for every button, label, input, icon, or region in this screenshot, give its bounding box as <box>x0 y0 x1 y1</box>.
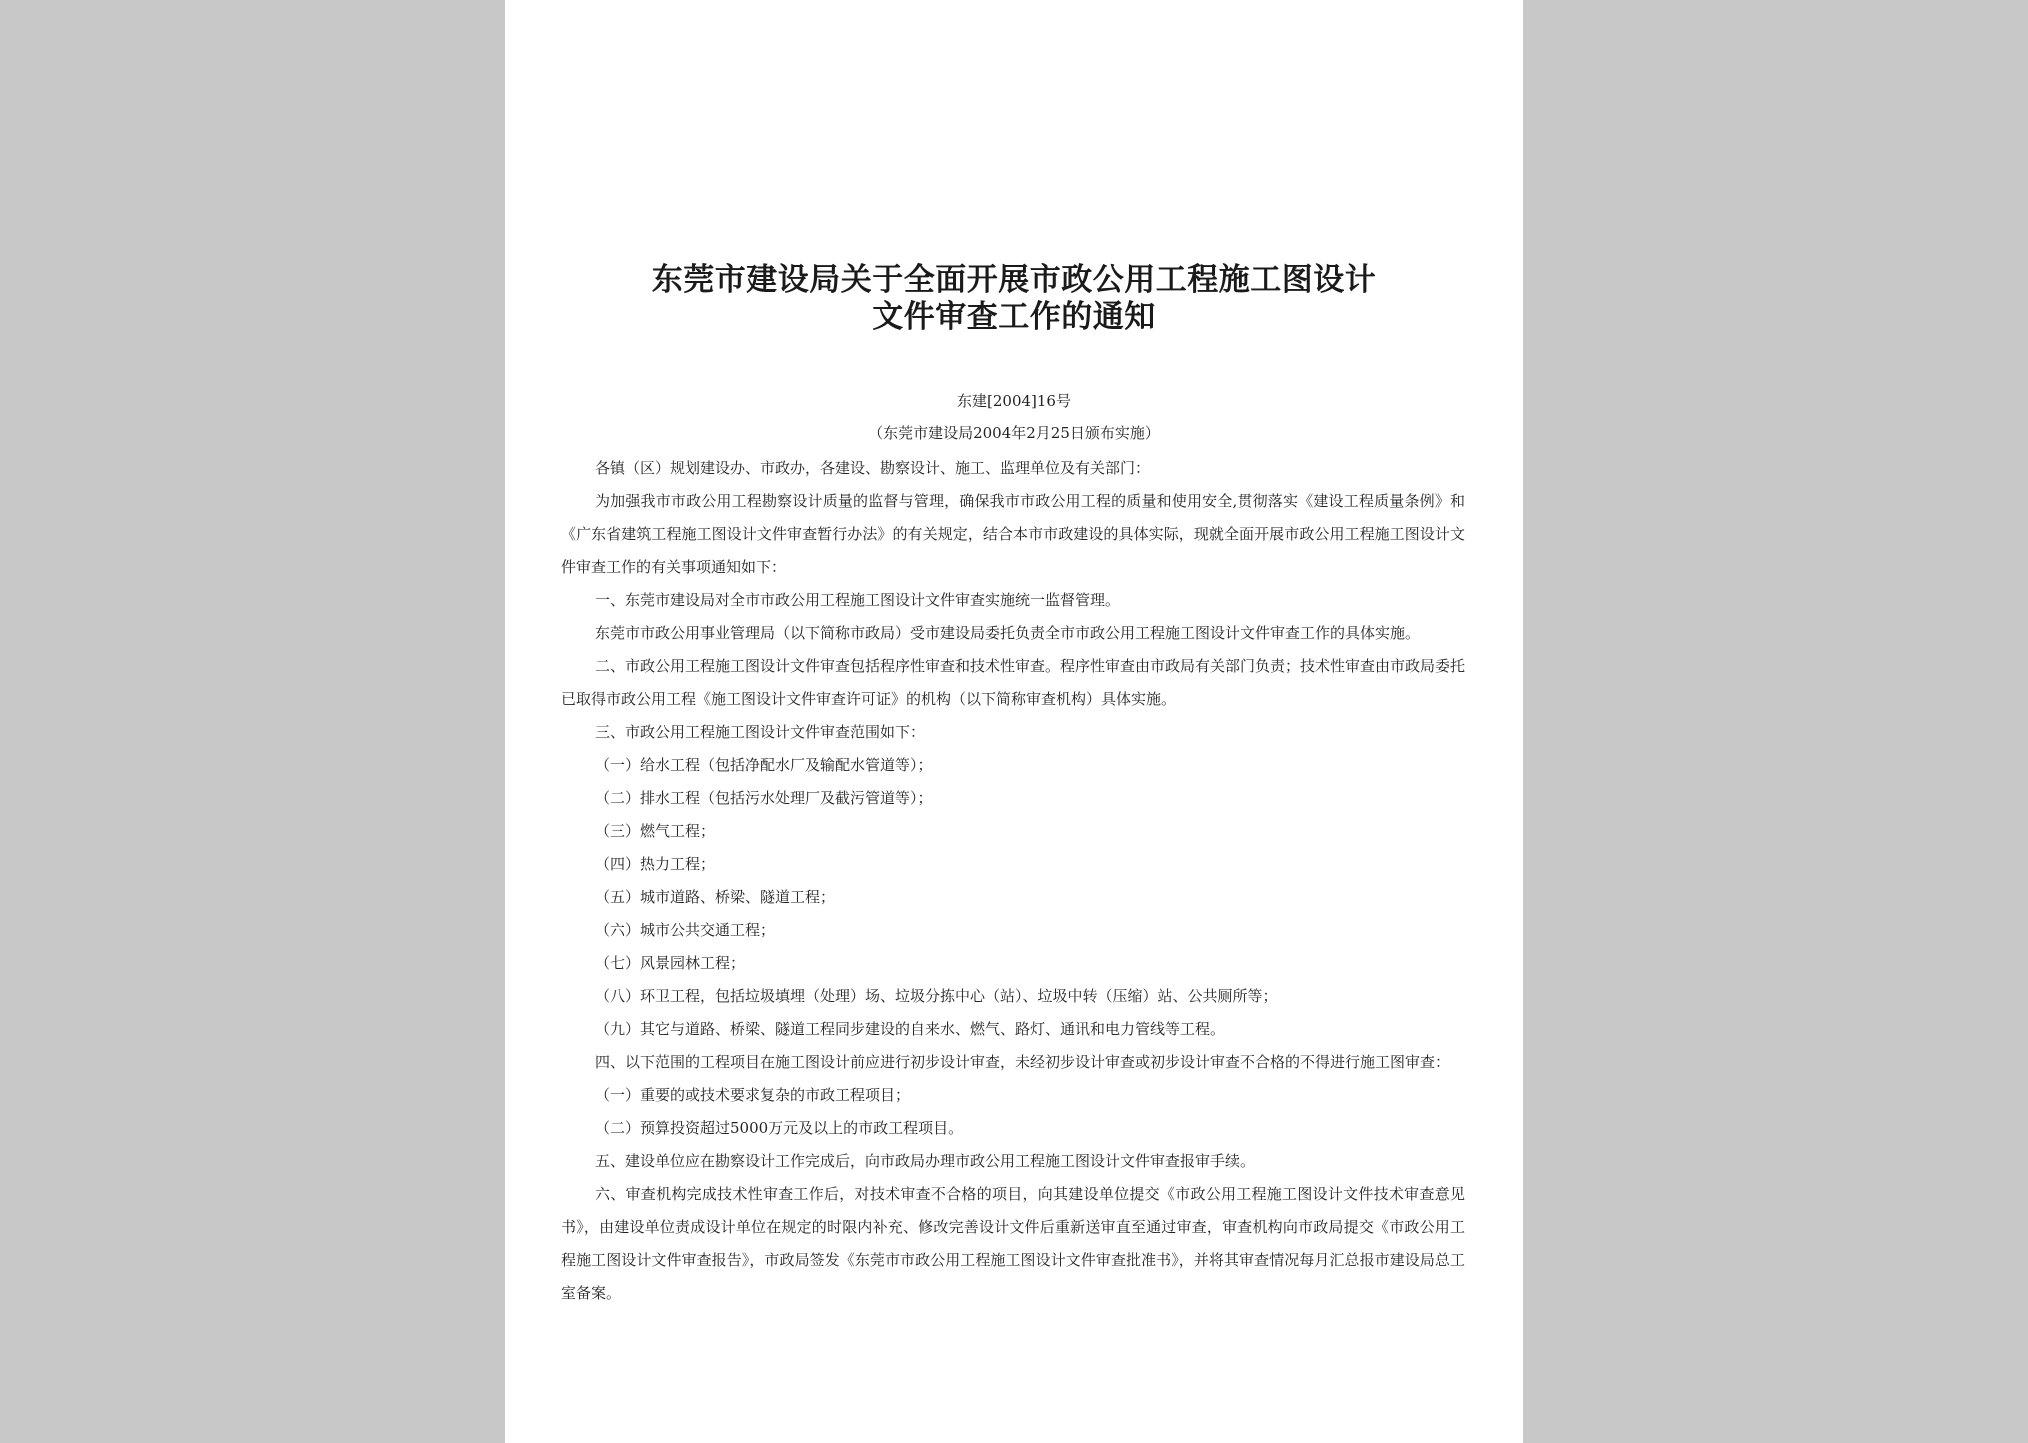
paragraph: 四、以下范围的工程项目在施工图设计前应进行初步设计审查，未经初步设计审查或初步设计审查不合格的不得进行施工图审查： <box>595 1053 1451 1071</box>
paragraph: 五、建设单位应在勘察设计工作完成后，向市政局办理市政公用工程施工图设计文件审查报审手续。 <box>595 1152 1256 1170</box>
list-item: （六）城市公共交通工程； <box>595 921 776 939</box>
list-item: （九）其它与道路、桥梁、隧道工程同步建设的自来水、燃气、路灯、通讯和电力管线等工程。 <box>595 1020 1226 1038</box>
paragraph: 二、市政公用工程施工图设计文件审查包括程序性审查和技术性审查。程序性审查由市政局有关部门负责；技术性审查由市政局委托已取得市政公用工程《施工图设计文件审查许可证》的机构（以下简称审查机构）具体实施。 <box>561 657 1466 708</box>
list-item: （三）燃气工程； <box>595 822 716 840</box>
paragraph: 为加强我市市政公用工程勘察设计质量的监督与管理，确保我市市政公用工程的质量和使用安全,贯彻落实《建设工程质量条例》和《广东省建筑工程施工图设计文件审查暂行办法》的有关规定，结合本市市政建设的具体实际，现就全面开展市政公用工程施工图设计文件审查工作的有关事项通知如下： <box>561 492 1465 576</box>
list-item: （二）预算投资超过5000万元及以上的市政工程项目。 <box>595 1119 964 1137</box>
paragraph: 一、东莞市建设局对全市市政公用工程施工图设计文件审查实施统一监督管理。 <box>595 591 1121 609</box>
list-item: （七）风景园林工程； <box>595 954 746 972</box>
paragraph: 六、审查机构完成技术性审查工作后，对技术审查不合格的项目，向其建设单位提交《市政公用工程施工图设计文件技术审查意见书》，由建设单位责成设计单位在规定的时限内补充、修改完善设计文件后重新送审直至通过审查，审查机构向市政局提交《市政公用工程施工图设计文件审查报告》，市政局签发《东莞市市政公用工程施工图设计文件审查批准书》，并将其审查情况每月汇总报市建设局总工室备案。 <box>561 1185 1465 1302</box>
list-item: （五）城市道路、桥梁、隧道工程； <box>595 888 836 906</box>
list-item: （一）给水工程（包括净配水厂及输配水管道等）； <box>595 756 933 774</box>
issue-note: （东莞市建设局2004年2月25日颁布实施） <box>868 424 1160 442</box>
list-item: （一）重要的或技术要求复杂的市政工程项目； <box>595 1086 911 1104</box>
title-line-1: 东莞市建设局关于全面开展市政公用工程施工图设计 <box>651 262 1377 298</box>
list-item: （二）排水工程（包括污水处理厂及截污管道等）； <box>595 789 933 807</box>
title-line-2: 文件审查工作的通知 <box>872 299 1156 335</box>
list-item: （四）热力工程； <box>595 855 716 873</box>
list-item: （八）环卫工程，包括垃圾填埋（处理）场、垃圾分拣中心（站）、垃圾中转（压缩）站、公共厕所等； <box>595 987 1278 1005</box>
document-body <box>561 452 1465 1310</box>
paragraph: 三、市政公用工程施工图设计文件审查范围如下： <box>595 723 926 741</box>
paragraph: 东莞市市政公用事业管理局（以下简称市政局）受市建设局委托负责全市市政公用工程施工图设计文件审查工作的具体实施。 <box>595 624 1421 642</box>
document-title <box>505 262 1523 336</box>
paragraph-addressee: 各镇（区）规划建设办、市政办，各建设、勘察设计、施工、监理单位及有关部门： <box>595 459 1151 477</box>
document-page <box>505 0 1523 1443</box>
document-number: 东建[2004]16号 <box>957 392 1071 410</box>
